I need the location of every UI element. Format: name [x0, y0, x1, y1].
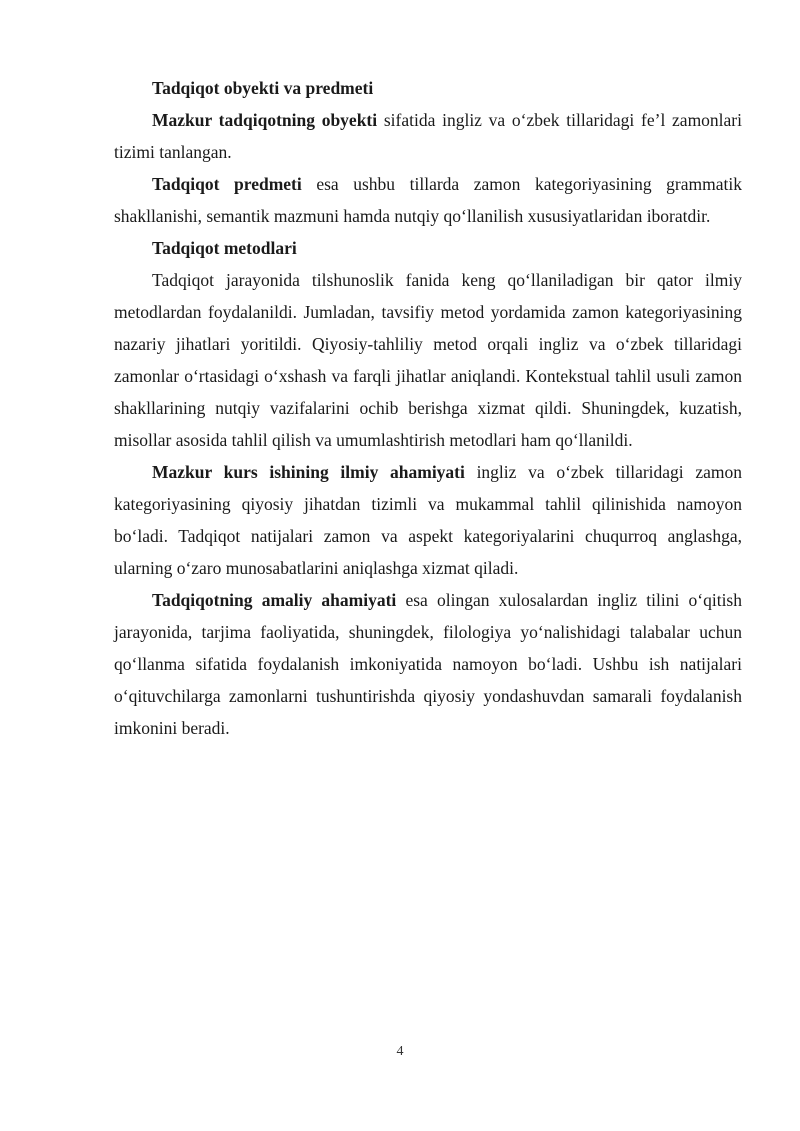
paragraph-research-object [114, 104, 742, 168]
paragraph-scientific-significance [114, 456, 742, 584]
research-subject-lead: Tadqiqot predmeti [152, 174, 302, 194]
section-heading-object-subject: Tadqiqot obyekti va predmeti [152, 78, 374, 98]
paragraph-practical-significance [114, 584, 742, 744]
scientific-significance-lead: Mazkur kurs ishining ilmiy ahamiyati [152, 462, 465, 482]
research-object-lead: Mazkur tadqiqotning obyekti [152, 110, 378, 130]
paragraph-methods: Tadqiqot jarayonida tilshunoslik fanida keng qo‘llaniladigan bir qator ilmiy metodlardan foydalanildi. Jumladan, tavsifiy metod yordamida zamon kategoriyasining nazariy jihatlari yoritildi. Qiyosiy-tahliliy metod orqali ingliz va o‘zbek tillaridagi zamonlar o‘rtasidagi o‘xshash va farqli jihatlar aniqlandi. Kontekstual tahlil usuli zamon shakllarining nutqiy vazifalarini ochib berishga xizmat qildi. Shuningdek, kuzatish, misollar asosida tahlil qilish va umumlashtirish metodlari ham qo‘llanildi. [114, 270, 742, 450]
paragraph-research-subject [114, 168, 742, 232]
section-heading-methods: Tadqiqot metodlari [152, 238, 297, 258]
research-object-text: sifatida ingliz va o‘zbek tillaridagi fe’l zamonlari tizimi tanlangan. [114, 110, 742, 162]
page-number: 4 [396, 1044, 404, 1059]
practical-significance-lead: Tadqiqotning amaliy ahamiyati [152, 590, 397, 610]
practical-significance-text: esa olingan xulosalardan ingliz tilini o‘qitish jarayonida, tarjima faoliyatida, shuningdek, filologiya yo‘nalishidagi talabalar uchun qo‘llanma sifatida foydalanish imkoniyatida namoyon bo‘ladi. Ushbu ish natijalari o‘qituvchilarga zamonlarni tushuntirishda qiyosiy yondashuvdan samarali foydalanish imkonini beradi. [114, 590, 742, 738]
scientific-significance-text: ingliz va o‘zbek tillaridagi zamon kategoriyasining qiyosiy jihatdan tizimli va mukammal tahlil qilinishida namoyon bo‘ladi. Tadqiqot natijalari zamon va aspekt kategoriyalarini chuqurroq anglashga, ularning o‘zaro munosabatlarini aniqlashga xizmat qiladi. [114, 462, 742, 578]
document-body [114, 72, 742, 744]
research-subject-text: esa ushbu tillarda zamon kategoriyasining grammatik shakllanishi, semantik mazmuni hamda nutqiy qo‘llanilish xususiyatlaridan iboratdir. [114, 174, 742, 226]
